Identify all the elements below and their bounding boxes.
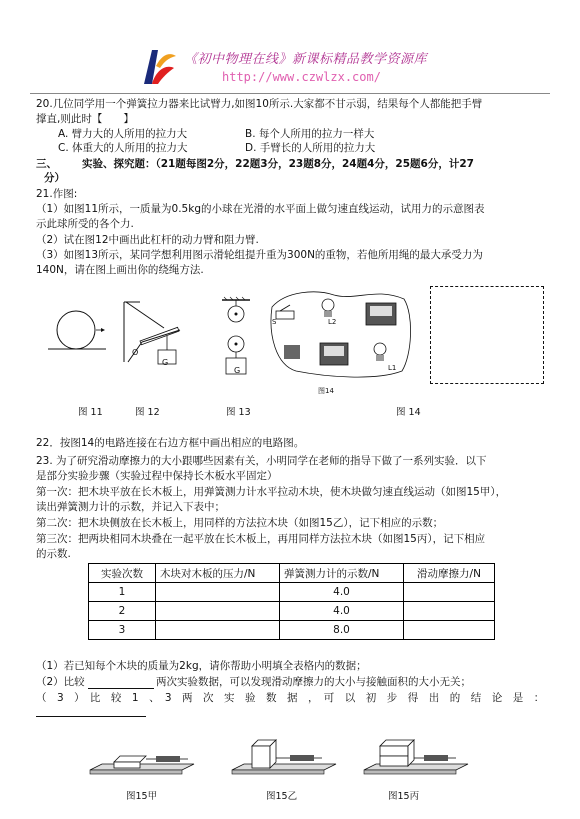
header-trial: 实验次数 [89,564,156,583]
cell-pressure[interactable] [156,602,280,621]
cell-friction[interactable] [404,621,495,640]
cell-trial: 2 [89,602,156,621]
figure-11-ball-diagram [40,300,110,380]
q23-subq2-suffix: 两次实验数据，可以发现滑动摩擦力的大小与接触面积的大小无关； [156,676,471,688]
figure-15b-caption: 图15乙 [266,791,298,802]
figure-15c-diagram [362,736,472,780]
q20-option-b: B. 每个人所用的拉力一样大 [245,128,375,140]
figure-13-caption: 图 13 [226,407,251,418]
q23-subq3: （ 3 ） 比 较 1 、 3 两 次 实 验 数 据 ， 可 以 初 步 得 出 的 结 论 是 ： [36,692,545,704]
section3-title-cont: 分） [44,172,65,184]
figure-12-weight-label: G [162,358,169,367]
table-row [89,602,495,621]
table-row [89,583,495,602]
q23-subq1: （1）若已知每个木块的质量为2kg，请你帮助小明填全表格内的数据； [36,660,367,672]
figure-14-switch-label: S [272,318,277,326]
cell-trial: 3 [89,621,156,640]
figure-14-lamp1-label: L1 [388,364,397,372]
header-url[interactable]: http://www.czwlzx.com/ [222,70,381,84]
table-row [89,621,495,640]
cell-friction[interactable] [404,583,495,602]
cell-pressure[interactable] [156,621,280,640]
section3-title: 实验、探究题：（21题每图2分，22题3分，23题8分，24题4分，25题6分，计27 [82,158,474,170]
q20-option-a: A. 臂力大的人所用的拉力大 [58,128,188,140]
cell-spring-reading: 8.0 [280,621,404,640]
q21-part1-line2: 示此球所受的各个力. [36,218,134,230]
q21-part3-line1: （3）如图13所示，某同学想利用图示滑轮组提升重为300N的重物，若他所用绳的最大承受力为 [36,249,483,261]
figure-12-lever-diagram [122,300,192,380]
q23-line3: 第一次：把木块平放在长木板上，用弹簧测力计水平拉动木块，使木块做匀速直线运动（如图15甲）， [36,486,507,498]
q23-line4: 读出弹簧测力计的示数，并记入下表中； [36,501,225,513]
figure-14-lamp2-label: L2 [328,318,337,326]
q21-part1-line1: （1）如图11所示，一质量为0.5kg的小球在光滑的水平面上做匀速直线运动，试用力的示意图表 [36,203,485,215]
q23-subq2-prefix: （2）比较 [36,676,85,688]
q23-line5: 第二次：把木块侧放在长木板上，用同样的方法拉木块（如图15乙），记下相应的示数； [36,517,444,529]
q20-stem-line1: 20.几位同学用一个弹簧拉力器来比试臂力,如图10所示.大家都不甘示弱，结果每个人都能把手臂 [36,98,483,110]
figure-15c-caption: 图15丙 [388,791,420,802]
figure-14-inner-caption: 图14 [318,387,334,395]
cell-spring-reading: 4.0 [280,602,404,621]
site-logo [138,44,178,88]
q23-subq3-answer-line[interactable] [36,716,146,717]
table-header-row [89,564,495,583]
q20-option-d: D. 手臂长的人所用的拉力大 [245,142,376,154]
q20-option-c: C. 体重大的人所用的拉力大 [58,142,188,154]
figure-12-pivot-label: O [132,348,139,357]
results-table [88,563,495,640]
q21-heading: 21.作图: [36,188,78,200]
figure-11-caption: 图 11 [78,407,103,418]
header-pressure: 木块对木板的压力/N [156,564,280,583]
cell-spring-reading: 4.0 [280,583,404,602]
header-friction: 滑动摩擦力/N [404,564,495,583]
header-spring-reading: 弹簧测力计的示数/N [280,564,404,583]
cell-friction[interactable] [404,602,495,621]
q20-stem-line2: 撑直,则此时【 】 [36,113,134,125]
q21-part2: （2）试在图12中画出此杠杆的动力臂和阻力臂. [36,234,259,246]
header-title: 《初中物理在线》新课标精品教学资源库 [184,52,428,67]
figure-15a-diagram [88,740,198,780]
section3-number: 三、 [36,158,57,170]
figure-15b-diagram [230,736,340,780]
header-divider [30,93,550,94]
figure-14-answer-box[interactable] [430,286,544,384]
figure-14-caption: 图 14 [396,407,421,418]
q22-text: 22．按图14的电路连接在右边方框中画出相应的电路图。 [36,437,305,449]
q23-line1: 23. 为了研究滑动摩擦力的大小跟哪些因素有关，小明同学在老师的指导下做了一系列实验．以下 [36,455,487,467]
q23-subq2-blank[interactable] [88,688,154,689]
q23-line6: 第三次：把两块相同木块叠在一起平放在长木板上，再用同样方法拉木块（如图15丙），记下相应 [36,533,486,545]
figure-12-caption: 图 12 [135,407,160,418]
cell-pressure[interactable] [156,583,280,602]
q23-line2: 是部分实验步骤（实验过程中保持长木板水平固定） [36,470,278,482]
figure-13-weight-label: G [234,366,241,375]
q21-part3-line2: 140N，请在图上画出你的绕绳方法. [36,264,204,276]
cell-trial: 1 [89,583,156,602]
figure-15a-caption: 图15甲 [126,791,158,802]
q23-line7: 的示数. [36,548,71,560]
